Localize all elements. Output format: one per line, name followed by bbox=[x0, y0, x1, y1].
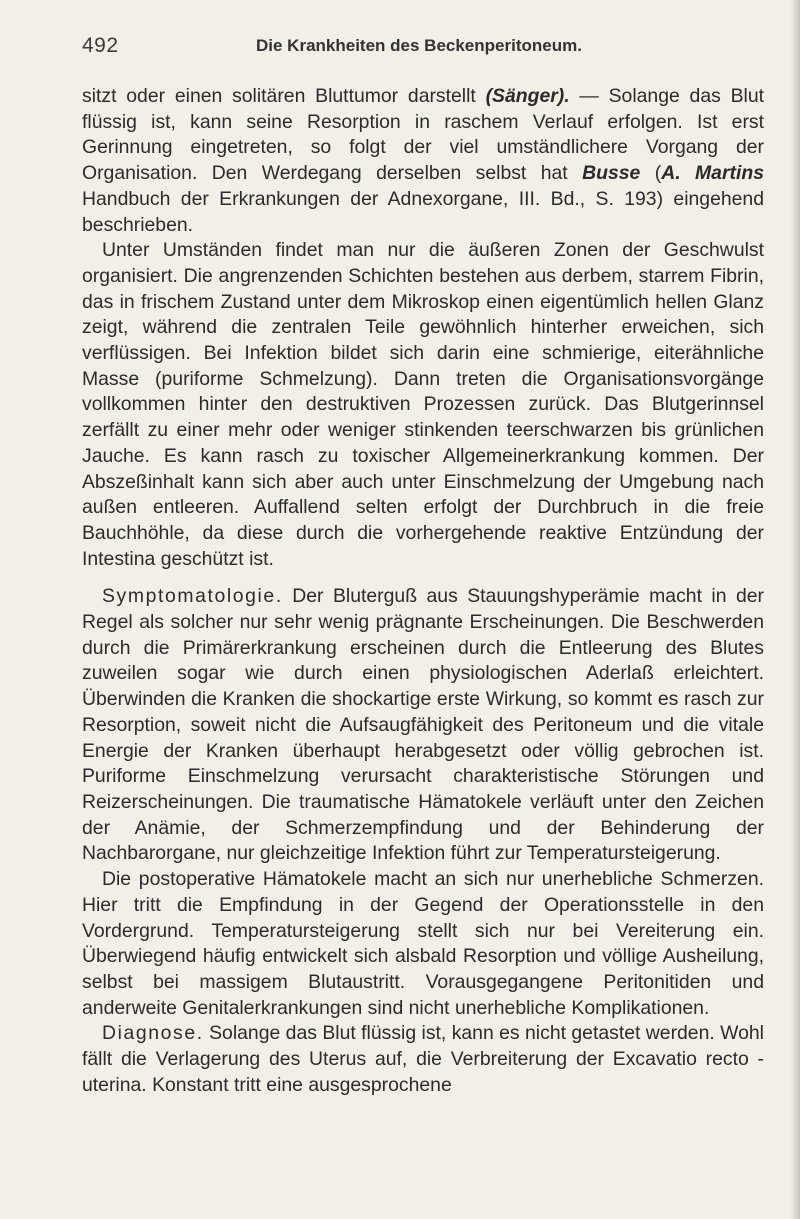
citation-martius: A. Martins bbox=[661, 162, 764, 185]
paragraph-3 bbox=[82, 584, 764, 867]
running-title: Die Krankheiten des Beckenperitoneum. bbox=[256, 36, 582, 55]
section-heading-diagnose: Diagnose. bbox=[102, 1022, 204, 1045]
page-edge-shadow bbox=[790, 0, 800, 1219]
paragraph-1-text-c: ( bbox=[640, 162, 662, 185]
paragraph-3-text: Der Bluterguß aus Stauungshyperämie macht in der Regel als solcher nur sehr wenig prägnante Erscheinungen. Die Beschwerden durch die Primärerkrankung erscheinen durch die Entleerung des Blutes zuweilen sogar wie durch einen physiologischen Aderlaß erleichtert. Überwinden die Kranken die shockartige erste Wirkung, so kommt es rasch zur Resorption, soweit nicht die Aufsaugfähigkeit des Peritoneum und die vitale Energie der Kranken überhaupt herabgesetzt oder völlig gebrochen ist. Puriforme Einschmelzung verursacht charakteristische Störungen und Reizerscheinungen. Die traumatische Hämatokele verläuft unter den Zeichen der Anämie, der Schmerzempfindung und der Behinderung der Nachbarorgane, nur gleichzeitige Infektion führt zur Temperatursteigerung. bbox=[82, 585, 764, 865]
section-heading-symptomatologie: Symptomatologie. bbox=[102, 585, 283, 608]
paragraph-1-text-d: Handbuch der Erkrankungen der Adnexorgane, III. Bd., S. 193) eingehend beschrieben. bbox=[82, 187, 764, 236]
body-text bbox=[82, 84, 764, 1098]
citation-busse: Busse bbox=[582, 162, 641, 185]
running-head bbox=[82, 34, 762, 64]
paragraph-2: Unter Umständen findet man nur die äußeren Zonen der Geschwulst organisiert. Die angrenzenden Schichten bestehen aus derbem, starrem Fibrin, das in frischem Zustand unter dem Mikroskop einen eigentümlich hellen Glanz zeigt, während die zentralen Teile gewöhnlich hinterher erweichen, sich verflüssigen. Bei Infektion bildet sich darin eine schmierige, eiterähnliche Masse (puriforme Schmelzung). Dann treten die Organisationsvorgänge vollkommen hinter den destruktiven Prozessen zurück. Das Blutgerinnsel zerfällt zu einer mehr oder weniger stinkenden teerschwarzen bis grünlichen Jauche. Es kann rasch zu toxischer Allgemeinerkrankung kommen. Der Abszeßinhalt kann sich aber auch unter Einschmelzung der Umgebung nach außen entleeren. Auffallend selten erfolgt der Durchbruch in die freie Bauchhöhle, da diese durch die vorhergehende reaktive Entzündung der Intestina geschützt ist. bbox=[82, 239, 764, 570]
page-number: 492 bbox=[82, 34, 119, 57]
paragraph-1-text-a: sitzt oder einen solitären Bluttumor darstellt bbox=[82, 85, 486, 107]
paragraph-5 bbox=[82, 1021, 764, 1098]
paragraph-4: Die postoperative Hämatokele macht an sich nur unerhebliche Schmerzen. Hier tritt die Empfindung in der Gegend der Operationsstelle in den Vordergrund. Temperatursteigerung stellt sich nur bei Vereiterung ein. Überwiegend häufig entwickelt sich alsbald Resorption und völlige Ausheilung, selbst bei massigem Blutaustritt. Vorausgegangene Peritonitiden und anderweite Genitalerkrankungen sind nicht unerhebliche Komplikationen. bbox=[82, 868, 764, 1019]
paragraph-1 bbox=[82, 84, 764, 238]
paragraph-1-text-b: — Solange das Blut flüssig ist, kann seine Resorption in raschem Verlauf erfolgen. Ist erst Gerinnung eingetreten, so folgt der viel umständlichere Vorgang der Organisation. Den Werdegang derselben selbst hat bbox=[82, 85, 765, 185]
paragraph-5-text: Solange das Blut flüssig ist, kann es nicht getastet werden. Wohl fällt die Verlagerung des Uterus auf, die Verbreiterung der Excavatio recto - uterina. Konstant tritt eine ausgesprochene bbox=[82, 1022, 764, 1096]
citation-saenger: (Sänger). bbox=[485, 85, 570, 107]
